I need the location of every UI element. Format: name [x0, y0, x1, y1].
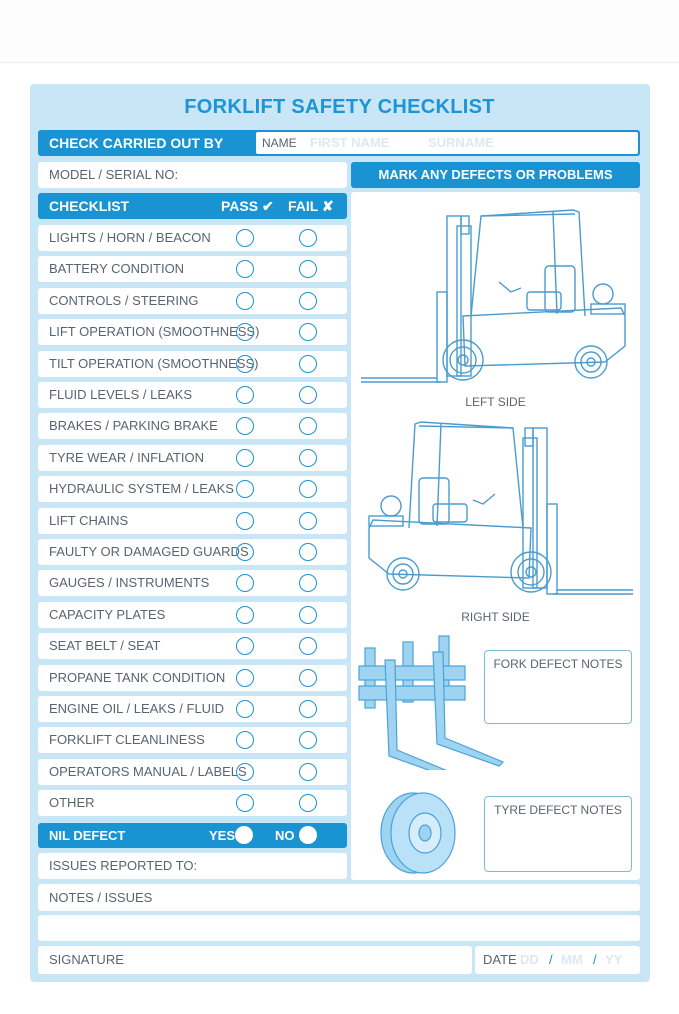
fail-radio[interactable]	[299, 260, 317, 278]
checklist-item-label: FORKLIFT CLEANLINESS	[49, 732, 205, 747]
pass-radio[interactable]	[236, 229, 254, 247]
name-field[interactable]	[256, 132, 638, 154]
pass-radio[interactable]	[236, 323, 254, 341]
date-field[interactable]	[475, 946, 640, 974]
checklist-item-label: PROPANE TANK CONDITION	[49, 670, 226, 685]
fail-radio[interactable]	[299, 606, 317, 624]
fail-radio[interactable]	[299, 637, 317, 655]
checklist-item-label: OTHER	[49, 795, 95, 810]
forklift-right-side-drawing	[353, 408, 638, 608]
fail-radio[interactable]	[299, 355, 317, 373]
pass-radio[interactable]	[236, 543, 254, 561]
tyre-defect-notes-box[interactable]	[484, 796, 632, 872]
pass-radio[interactable]	[236, 449, 254, 467]
signature-field[interactable]	[38, 946, 472, 974]
date-yy-placeholder: YY	[605, 952, 623, 967]
checklist-item-label: FLUID LEVELS / LEAKS	[49, 387, 193, 402]
model-serial-field[interactable]	[38, 162, 347, 188]
checklist-item-label: BATTERY CONDITION	[49, 261, 185, 276]
date-sep-1: /	[549, 952, 553, 967]
notes-issues-label: NOTES / ISSUES	[49, 890, 153, 905]
first-name-placeholder: FIRST NAME	[310, 135, 390, 150]
checklist-row	[38, 727, 347, 753]
checklist-row	[38, 633, 347, 659]
pass-radio[interactable]	[236, 606, 254, 624]
fail-radio[interactable]	[299, 386, 317, 404]
pass-radio[interactable]	[236, 260, 254, 278]
checklist-item-label: LIGHTS / HORN / BEACON	[49, 230, 211, 245]
checklist-item-label: SEAT BELT / SEAT	[49, 638, 161, 653]
date-sep-2: /	[593, 952, 597, 967]
fail-radio[interactable]	[299, 323, 317, 341]
checklist-item-label: GAUGES / INSTRUMENTS	[49, 575, 210, 590]
checklist-row	[38, 413, 347, 439]
pass-radio[interactable]	[236, 700, 254, 718]
fail-radio[interactable]	[299, 512, 317, 530]
fail-column-label: FAIL ✘	[288, 198, 334, 214]
checklist-item-label: OPERATORS MANUAL / LABELS	[49, 764, 247, 779]
fork-defect-notes-box[interactable]	[484, 650, 632, 724]
nil-defect-yes-label: YES	[209, 828, 236, 843]
pass-radio[interactable]	[236, 763, 254, 781]
fail-radio[interactable]	[299, 731, 317, 749]
mark-defects-bar	[351, 162, 640, 188]
pass-radio[interactable]	[236, 637, 254, 655]
fork-defect-notes-label: FORK DEFECT NOTES	[493, 657, 623, 671]
model-serial-label: MODEL / SERIAL NO:	[49, 167, 179, 182]
tyre-defect-notes-label: TYRE DEFECT NOTES	[494, 803, 622, 817]
right-side-caption: RIGHT SIDE	[461, 610, 530, 624]
checklist-row	[38, 570, 347, 596]
date-dd-placeholder: DD	[520, 952, 539, 967]
pass-radio[interactable]	[236, 669, 254, 687]
pass-radio[interactable]	[236, 480, 254, 498]
checklist-item-label: BRAKES / PARKING BRAKE	[49, 418, 218, 433]
checklist-row	[38, 445, 347, 471]
pass-radio[interactable]	[236, 794, 254, 812]
fail-radio[interactable]	[299, 794, 317, 812]
fail-radio[interactable]	[299, 574, 317, 592]
pass-radio[interactable]	[236, 512, 254, 530]
issues-reported-field[interactable]	[38, 853, 347, 879]
notes-issues-extra-line[interactable]	[38, 915, 640, 941]
checklist-row	[38, 759, 347, 785]
pass-radio[interactable]	[236, 574, 254, 592]
left-side-caption: LEFT SIDE	[465, 395, 526, 409]
nil-defect-bar	[38, 823, 347, 848]
pass-radio[interactable]	[236, 355, 254, 373]
checklist-row	[38, 602, 347, 628]
mark-defects-label: MARK ANY DEFECTS OR PROBLEMS	[378, 167, 613, 182]
checklist-item-label: FAULTY OR DAMAGED GUARDS	[49, 544, 249, 559]
nil-defect-no-label: NO	[275, 828, 295, 843]
checklist-row	[38, 256, 347, 282]
checklist-item-label: TILT OPERATION (SMOOTHNESS)	[49, 356, 259, 371]
date-mm-placeholder: MM	[561, 952, 583, 967]
forklift-left-side-drawing	[353, 196, 638, 396]
fail-radio[interactable]	[299, 669, 317, 687]
checklist-item-label: LIFT OPERATION (SMOOTHNESS)	[49, 324, 260, 339]
pass-radio[interactable]	[236, 417, 254, 435]
name-label: NAME	[262, 136, 297, 150]
check-carried-out-bar	[38, 130, 640, 156]
fail-radio[interactable]	[299, 763, 317, 781]
surname-placeholder: SURNAME	[428, 135, 494, 150]
checklist-row	[38, 790, 347, 816]
checklist-heading: CHECKLIST	[49, 198, 130, 214]
checklist-header-bar	[38, 193, 347, 219]
fail-radio[interactable]	[299, 292, 317, 310]
page-title: FORKLIFT SAFETY CHECKLIST	[184, 96, 495, 118]
date-label: DATE	[483, 952, 517, 967]
checklist-row	[38, 225, 347, 251]
nil-defect-label: NIL DEFECT	[49, 828, 126, 843]
checklist-row	[38, 288, 347, 314]
checklist-row	[38, 351, 347, 377]
checklist-item-label: LIFT CHAINS	[49, 513, 129, 528]
nil-defect-yes-radio[interactable]	[235, 826, 253, 844]
checklist-row	[38, 319, 347, 345]
checklist-row	[38, 696, 347, 722]
checklist-item-label: CONTROLS / STEERING	[49, 293, 199, 308]
checklist-item-label: CAPACITY PLATES	[49, 607, 166, 622]
signature-label: SIGNATURE	[49, 952, 124, 967]
pass-radio[interactable]	[236, 386, 254, 404]
fail-radio[interactable]	[299, 449, 317, 467]
check-carried-out-label: CHECK CARRIED OUT BY	[49, 135, 224, 151]
pad-top-edge	[0, 0, 679, 63]
fail-radio[interactable]	[299, 480, 317, 498]
checklist-item-label: ENGINE OIL / LEAKS / FLUID	[49, 701, 225, 716]
checklist-row	[38, 508, 347, 534]
issues-reported-label: ISSUES REPORTED TO:	[49, 858, 198, 873]
checklist-row	[38, 476, 347, 502]
fail-radio[interactable]	[299, 700, 317, 718]
pass-column-label: PASS ✔	[221, 198, 274, 214]
pass-radio[interactable]	[236, 292, 254, 310]
checklist-row	[38, 539, 347, 565]
checklist-row	[38, 665, 347, 691]
nil-defect-no-radio[interactable]	[299, 826, 317, 844]
notes-issues-field[interactable]	[38, 884, 640, 911]
checklist-row	[38, 382, 347, 408]
tyre-drawing	[373, 788, 463, 878]
defect-diagram-panel[interactable]	[351, 192, 640, 880]
checklist-item-label: HYDRAULIC SYSTEM / LEAKS	[49, 481, 234, 496]
pass-radio[interactable]	[236, 731, 254, 749]
fail-radio[interactable]	[299, 417, 317, 435]
fail-radio[interactable]	[299, 229, 317, 247]
fail-radio[interactable]	[299, 543, 317, 561]
checklist-item-label: TYRE WEAR / INFLATION	[49, 450, 205, 465]
